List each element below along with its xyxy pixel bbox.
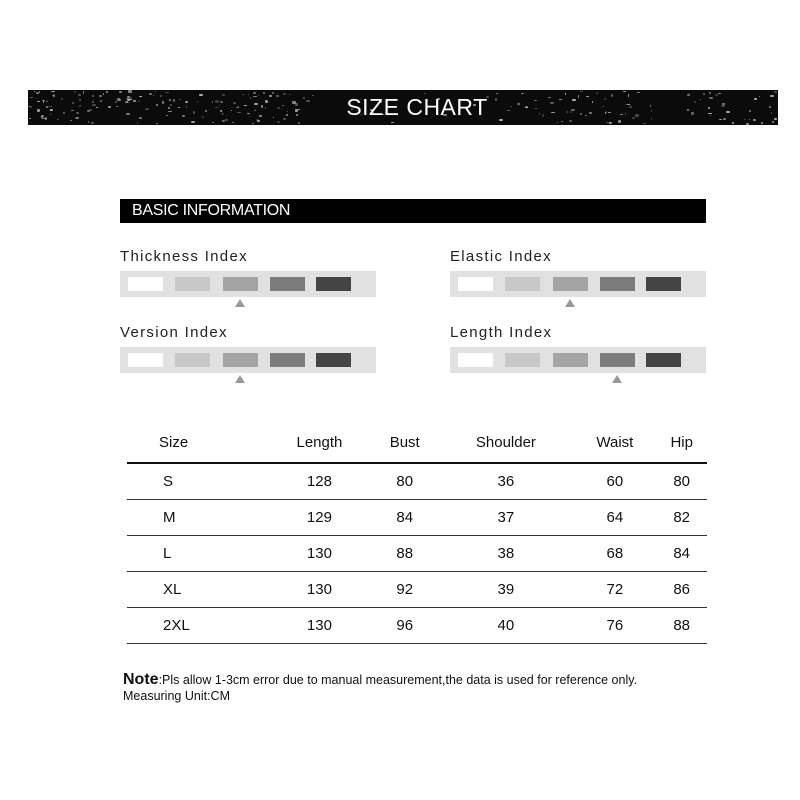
table-cell: 129	[268, 499, 371, 535]
scale-swatch-1	[128, 353, 163, 367]
scale-swatch-4	[270, 353, 305, 367]
table-row	[127, 463, 707, 499]
scale-swatch-3	[223, 277, 258, 291]
table-cell: 84	[371, 499, 438, 535]
level-indicator-icon	[612, 375, 622, 383]
table-row	[127, 607, 707, 643]
scale-swatch-4	[600, 353, 635, 367]
scale-swatch-1	[458, 353, 493, 367]
column-header-bust: Bust	[371, 423, 438, 463]
scale-swatch-1	[128, 277, 163, 291]
table-cell: L	[127, 535, 268, 571]
table-cell: XL	[127, 571, 268, 607]
scale-swatch-3	[223, 353, 258, 367]
table-cell: 96	[371, 607, 438, 643]
table-row	[127, 571, 707, 607]
column-header-length: Length	[268, 423, 371, 463]
index-scale	[450, 271, 706, 297]
table-cell: 38	[438, 535, 573, 571]
index-scale	[120, 271, 376, 297]
table-cell: S	[127, 463, 268, 499]
basic-information-header: BASIC INFORMATION	[120, 199, 706, 223]
scale-swatch-5	[316, 353, 351, 367]
scale-swatch-3	[553, 277, 588, 291]
level-indicator-icon	[235, 299, 245, 307]
table-cell: 64	[573, 499, 656, 535]
table-cell: 80	[371, 463, 438, 499]
note-text: :Pls allow 1-3cm error due to manual measurement,the data is used for reference only.	[158, 673, 638, 687]
size-chart-banner	[28, 90, 778, 125]
table-cell: 68	[573, 535, 656, 571]
scale-swatch-2	[175, 353, 210, 367]
scale-swatch-5	[646, 353, 681, 367]
level-indicator-icon	[565, 299, 575, 307]
table-cell: 128	[268, 463, 371, 499]
table-cell: 130	[268, 607, 371, 643]
scale-swatch-2	[175, 277, 210, 291]
elastic-index	[450, 247, 706, 297]
table-cell: 92	[371, 571, 438, 607]
table-cell: 88	[371, 535, 438, 571]
level-indicator-icon	[235, 375, 245, 383]
scale-swatch-5	[316, 277, 351, 291]
table-cell: 82	[656, 499, 707, 535]
table-cell: 84	[656, 535, 707, 571]
scale-swatch-3	[553, 353, 588, 367]
measuring-unit: Measuring Unit:CM	[123, 689, 230, 703]
table-cell: 130	[268, 535, 371, 571]
table-cell: 130	[268, 571, 371, 607]
table-cell: 76	[573, 607, 656, 643]
table-cell: 80	[656, 463, 707, 499]
index-scale	[120, 347, 376, 373]
table-header-row	[127, 423, 707, 463]
index-label: Thickness Index	[120, 248, 248, 265]
scale-swatch-5	[646, 277, 681, 291]
banner-title: SIZE CHART	[346, 94, 488, 120]
table-cell: 39	[438, 571, 573, 607]
table-cell: 40	[438, 607, 573, 643]
scale-swatch-2	[505, 277, 540, 291]
table-row	[127, 535, 707, 571]
scale-swatch-1	[458, 277, 493, 291]
column-header-waist: Waist	[573, 423, 656, 463]
table-cell: 36	[438, 463, 573, 499]
table-cell: 37	[438, 499, 573, 535]
column-header-hip: Hip	[656, 423, 707, 463]
index-label: Length Index	[450, 324, 553, 341]
length-index	[450, 323, 706, 373]
table-cell: 60	[573, 463, 656, 499]
table-cell: 2XL	[127, 607, 268, 643]
index-scale	[450, 347, 706, 373]
size-table	[127, 423, 707, 644]
index-label: Version Index	[120, 324, 228, 341]
scale-swatch-2	[505, 353, 540, 367]
version-index	[120, 323, 376, 373]
column-header-shoulder: Shoulder	[438, 423, 573, 463]
table-cell: M	[127, 499, 268, 535]
note-block	[123, 672, 763, 704]
table-cell: 86	[656, 571, 707, 607]
column-header-size: Size	[127, 423, 268, 463]
index-label: Elastic Index	[450, 248, 552, 265]
table-cell: 88	[656, 607, 707, 643]
note-line	[123, 672, 763, 688]
scale-swatch-4	[270, 277, 305, 291]
table-cell: 72	[573, 571, 656, 607]
scale-swatch-4	[600, 277, 635, 291]
note-heading: Note	[123, 671, 159, 688]
thickness-index	[120, 247, 376, 297]
table-row	[127, 499, 707, 535]
